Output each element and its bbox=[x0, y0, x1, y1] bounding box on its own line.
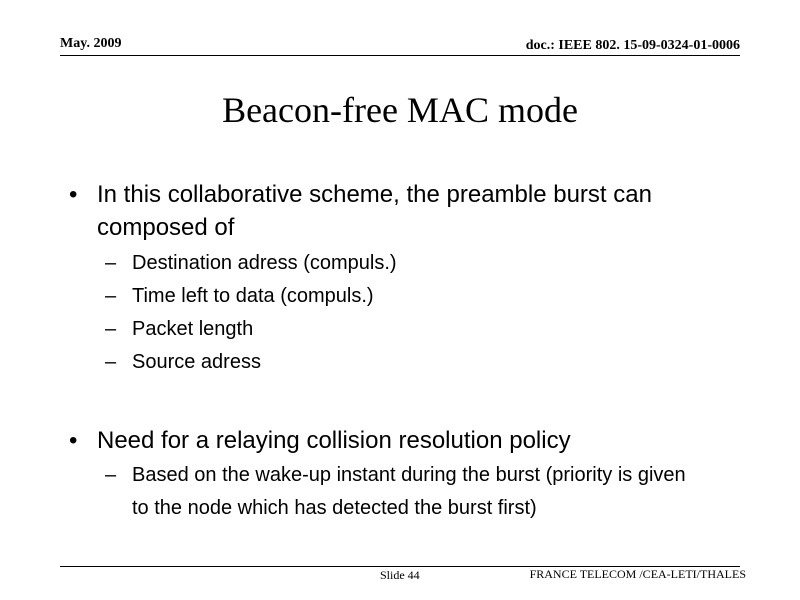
bullet-marker: • bbox=[69, 427, 78, 454]
bullet-text: In this collaborative scheme, the preamble burst can composed of bbox=[97, 181, 652, 241]
subitem-text: Source adress bbox=[132, 351, 261, 373]
bullet-text: Need for a relaying collision resolution policy bbox=[97, 427, 571, 454]
footer-slide-number: Slide 44 bbox=[380, 568, 420, 582]
subitem-text: Based on the wake-up instant during the burst (priority is given to the node which has detected the burst first) bbox=[132, 464, 686, 519]
header-date: May. 2009 bbox=[60, 36, 122, 51]
subitem-marker: – bbox=[105, 252, 117, 274]
header-doc-id: doc.: IEEE 802. 15-09-0324-01-0006 bbox=[525, 38, 740, 53]
footer-organization: FRANCE TELECOM /CEA-LETI/THALES bbox=[529, 567, 746, 581]
subitem-marker: – bbox=[105, 318, 117, 340]
subitem-text: Time left to data (compuls.) bbox=[132, 285, 374, 307]
bullet-marker: • bbox=[69, 181, 78, 208]
subitem-marker: – bbox=[105, 464, 117, 486]
subitem-marker: – bbox=[105, 351, 117, 373]
slide-title: Beacon-free MAC mode bbox=[222, 90, 578, 130]
header-divider bbox=[60, 55, 740, 56]
subitem-marker: – bbox=[105, 285, 117, 307]
subitem-text: Packet length bbox=[132, 318, 254, 340]
subitem-text: Destination adress (compuls.) bbox=[132, 252, 397, 274]
